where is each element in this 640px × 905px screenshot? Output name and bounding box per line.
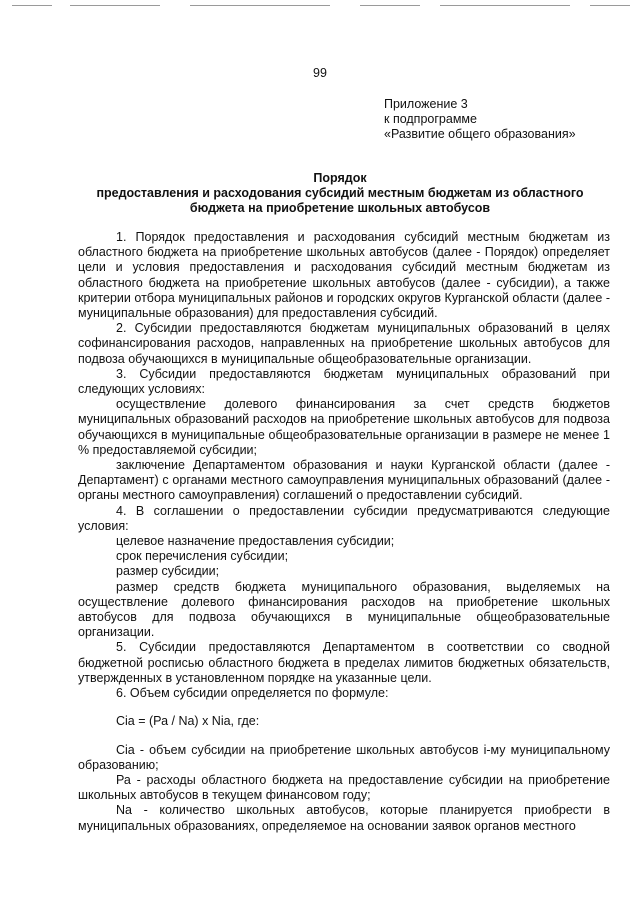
agreement-item-term: срок перечисления субсидии;: [116, 549, 289, 564]
appendix-header: [384, 97, 576, 142]
subsidy-formula: Сiа = (Ра / Nа) x Niа, где:: [116, 714, 260, 729]
title-line-2: предоставления и расходования субсидий местным бюджетам из областного: [96, 186, 584, 200]
paragraph-2: 2. Субсидии предоставляются бюджетам муниципальных образований в целях софинансирования расходов, направленных на приобретение школьных автобусов для подвоза обучающихся в муниципальные общеобразовательные организации.: [78, 321, 610, 366]
title-line-1: Порядок: [313, 171, 367, 185]
definition-cia: Сiа - объем субсидии на приобретение школьных автобусов i-му муниципальному образованию;: [78, 742, 610, 772]
agreement-item-amount: размер субсидии;: [116, 564, 220, 579]
document-body: [78, 230, 610, 834]
appendix-line-3: «Развитие общего образования»: [384, 127, 576, 141]
paragraph-4: 4. В соглашении о предоставлении субсидии предусматриваются следующие условия:: [78, 503, 610, 533]
page-number: 99: [313, 66, 327, 80]
paragraph-3: 3. Субсидии предоставляются бюджетам муниципальных образований при следующих условиях:: [78, 366, 610, 397]
paragraph-6: 6. Объем субсидии определяется по формуле:: [116, 686, 389, 701]
definition-pa: Ра - расходы областного бюджета на предоставление субсидии на приобретение школьных автобусов в текущем финансовом году;: [78, 772, 610, 803]
document-title: [70, 171, 610, 216]
title-line-3: бюджета на приобретение школьных автобусов: [189, 201, 491, 215]
definition-na: Nа - количество школьных автобусов, которые планируется приобрести в муниципальных образованиях, определяемое на основании заявок органов местного: [78, 803, 610, 833]
agreement-item-local-funds: размер средств бюджета муниципального образования, выделяемых на осуществление долевого финансирования расходов на приобретение школьных автобусов для подвоза обучающихся в муниципальные общеобразовательные организации.: [78, 579, 610, 640]
paragraph-5: 5. Субсидии предоставляются Департаментом в соответствии со сводной бюджетной росписью областного бюджета в пределах лимитов бюджетных обязательств, утвержденных в установленном порядке на указанные цели.: [78, 640, 610, 685]
condition-agreement: заключение Департаментом образования и науки Курганской области (далее - Департамент) с органами местного самоуправления муниципальных образований (далее - органы местного самоуправления) соглашений о предоставлении субсидий.: [78, 458, 610, 503]
condition-cofinancing: осуществление долевого финансирования за счет средств бюджетов муниципальных образований расходов на приобретение школьных автобусов для подвоза обучающихся в муниципальные общеобразовательные организации в размере не менее 1 % предоставляемой субсидии;: [78, 397, 610, 457]
appendix-line-1: Приложение 3: [384, 97, 468, 111]
paragraph-1: 1. Порядок предоставления и расходования субсидий местным бюджетам из областного бюджета на приобретение школьных автобусов (далее - Порядок) определяет цели и условия предоставления и расходования субсидий местным бюджетам из областного бюджета на приобретение школьных автобусов (далее - субсидии), а также критерии отбора муниципальных районов и городских округов Курганской области (далее - муниципальные образования) для предоставления субсидий.: [78, 230, 610, 321]
agreement-item-purpose: целевое назначение предоставления субсидии;: [116, 534, 395, 549]
appendix-line-2: к подпрограмме: [384, 112, 477, 126]
scan-edge-artifact: [0, 0, 640, 10]
